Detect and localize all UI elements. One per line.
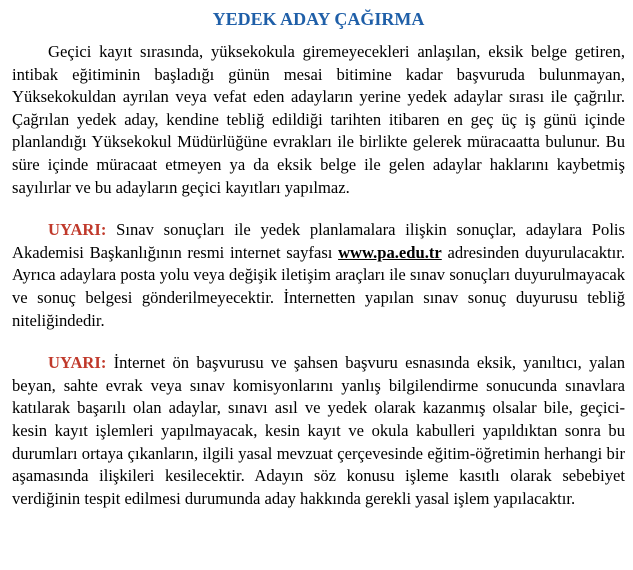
paragraph-reserve-candidates: Geçici kayıt sırasında, yüksekokula giremeyecekleri anlaşılan, eksik belge getiren, intibak eğitiminin başladığı günün mesai bitimine kadar başvuruda bulunmayan, Yüksekokuldan ayrılan veya vefat eden adayların yerine yedek adaylar sırası ile çağrılır. Çağrılan yedek aday, kendine tebliğ edildiği tarihten itibaren en geç üç iş günü içinde planlandığı Yüksekokul Müdürlüğüne evrakları ile birlikte gelerek müracaatta bulunur. Bu süre içinde müracaat etmeyen ya da eksik belge ile gelen adaylar haklarını kaybetmiş sayılırlar ve bu adayların geçici kayıtları yapılmaz. [12,42,625,197]
page-title: YEDEK ADAY ÇAĞIRMA [212,9,425,29]
paragraph-spacer [12,332,625,352]
paragraph-spacer [12,199,625,219]
warning-text-after-link: adresinden duyurulacaktır. Ayrıca adaylara posta yolu veya değişik iletişim araçları ile sınav sonuçları duyurulmayacak ve sonuç belgesi gönderilmeyecektir. İnternetten yapılan sınav sonuç duyurusu tebliğ niteliğindedir. [12,242,625,330]
warning-text: İnternet ön başvurusu ve şahsen başvuru esnasında eksik, yanıltıcı, yalan beyan, sahte evrak veya sınav komisyonlarını yanlış bilgilendirme sonucunda sınavlara katılarak başarılı olan adaylar, sınavı asıl ve yedek olarak kazanmış olsalar bile, geçici-kesin kayıt işlemleri yapılmayacak, kesin kayıt ve okula kabulleri yapıldıktan sonra bu durumları ortaya çıkanların, ilgili yasal mevzuat çerçevesinde eğitim-öğretimin herhangi bir aşamasında ilişkileri kesilecektir. Adayın söz konusu işleme kasıtlı olarak sebebiyet verdiğinin tespit edilmesi durumunda aday hakkında gerekli yasal işlem yapılacaktır. [12,353,625,508]
website-link[interactable]: www.pa.edu.tr [338,242,442,262]
warning-label: UYARI: [48,353,107,373]
warning-paragraph-false-declaration [12,352,625,510]
warning-paragraph-results [12,219,625,332]
warning-label: UYARI: [48,220,107,240]
warning-text-before-link: Sınav sonuçları ile yedek planlamalara ilişkin sonuçlar, adaylara Polis Akademisi Başkanlığının resmi internet sayfası [12,220,625,262]
